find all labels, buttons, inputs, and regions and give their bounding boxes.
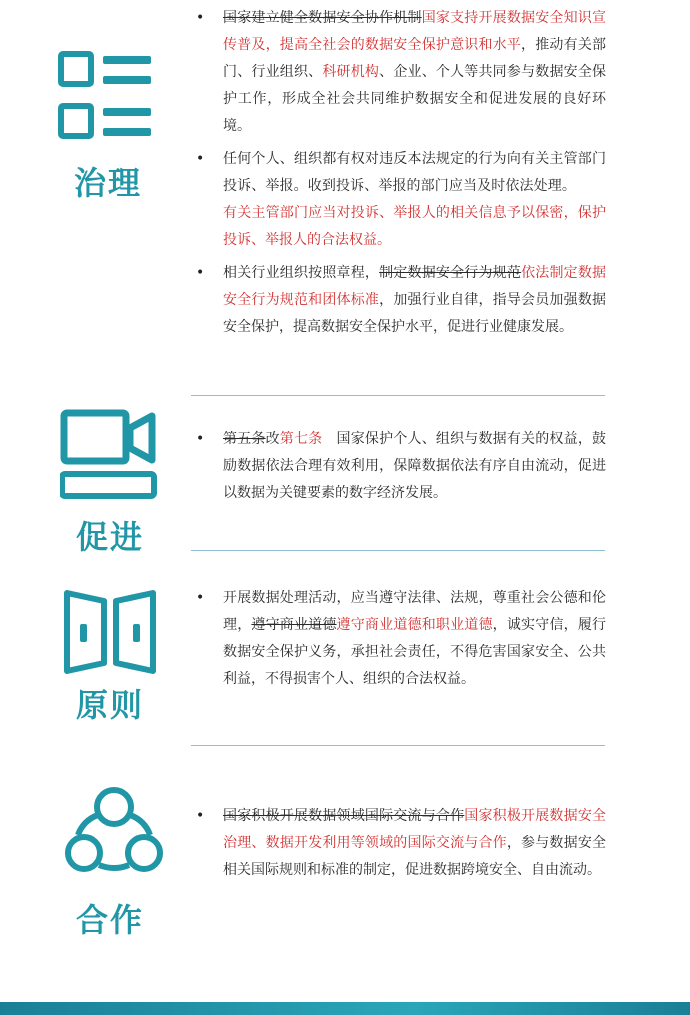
body-text: ，加强行业自律，指导会员加强数据安全保护，提高数据安全保护水平，促进行业健康发展。 (223, 292, 607, 335)
list-item (196, 803, 606, 884)
video-camera-icon (60, 408, 158, 500)
deleted-text: 遵守商业道德 (251, 617, 337, 633)
governance-list (196, 5, 606, 341)
section-divider (191, 395, 605, 396)
section-label-promotion: 促进 (75, 518, 144, 556)
deleted-text: 制定数据安全行为规范 (379, 265, 522, 281)
section-label-principle: 原则 (75, 686, 144, 724)
section-label-governance: 治理 (73, 164, 142, 202)
body-text: 任何个人、组织都有权对违反本法规定的行为向有关主管部门投诉、举报。收到投诉、举报的部门应当及时依法处理。 (223, 151, 606, 194)
footer-bar (0, 1002, 690, 1015)
deleted-text: 国家建立健全数据安全协作机制 (223, 10, 422, 26)
section-label-cooperation: 合作 (75, 901, 144, 939)
inserted-text: 遵守商业道德和职业道德 (336, 617, 493, 633)
body-text: ，参与数据安全相关国际规则和标准的制定，促进数据跨境安全、自由流动。 (223, 835, 607, 878)
body-text: 开展数据处理活动，应当遵守法律、法规，尊重社会公德和伦理， (223, 590, 606, 633)
section-divider (191, 745, 605, 746)
body-text: 相关行业组织按照章程， (223, 265, 380, 281)
body-text: 、企业、个人等共同参与数据安全保护工作，形成全社会共同维护数据安全和促进发展的良好环境。 (223, 64, 607, 134)
body-text: ，诚实守信，履行数据安全保护义务，承担社会责任，不得危害国家安全、公共利益，不得损害个人、组织的合法权益。 (223, 617, 607, 687)
list-icon (57, 50, 155, 142)
inserted-text: 有关主管部门应当对投诉、举报人的相关信息予以保密，保护投诉、举报人的合法权益。 (223, 205, 606, 248)
body-text: 改 (265, 431, 280, 447)
principle-list (196, 585, 606, 693)
body-text: ，推动有关部门、行业组织、 (223, 37, 607, 80)
cooperation-list (196, 803, 606, 884)
inserted-text: 第七条 (279, 431, 323, 447)
deleted-text: 第五条 (223, 431, 266, 447)
inserted-text: 科研机构 (322, 64, 380, 80)
body-text: 国家保护个人、组织与数据有关的权益，鼓励数据依法合理有效利用，保障数据依法有序自由流动，促进以数据为关键要素的数字经济发展。 (223, 431, 607, 501)
list-item (196, 585, 606, 693)
list-item (196, 146, 606, 254)
inserted-text: 国家积极开展数据安全治理、数据开发利用等领域的国际交流与合作 (223, 808, 607, 851)
list-item (196, 5, 606, 140)
promotion-list (196, 426, 606, 507)
section-divider (191, 550, 605, 551)
list-item (196, 426, 606, 507)
inserted-text: 依法制定数据安全行为规范和团体标准 (223, 265, 607, 308)
double-door-icon (62, 590, 158, 674)
inserted-text: 国家支持开展数据安全知识宣传普及，提高全社会的数据安全保护意识和水平 (223, 10, 607, 53)
list-item (196, 260, 606, 341)
deleted-text: 国家积极开展数据领域国际交流与合作 (223, 808, 465, 824)
cooperation-network-icon (64, 785, 164, 875)
